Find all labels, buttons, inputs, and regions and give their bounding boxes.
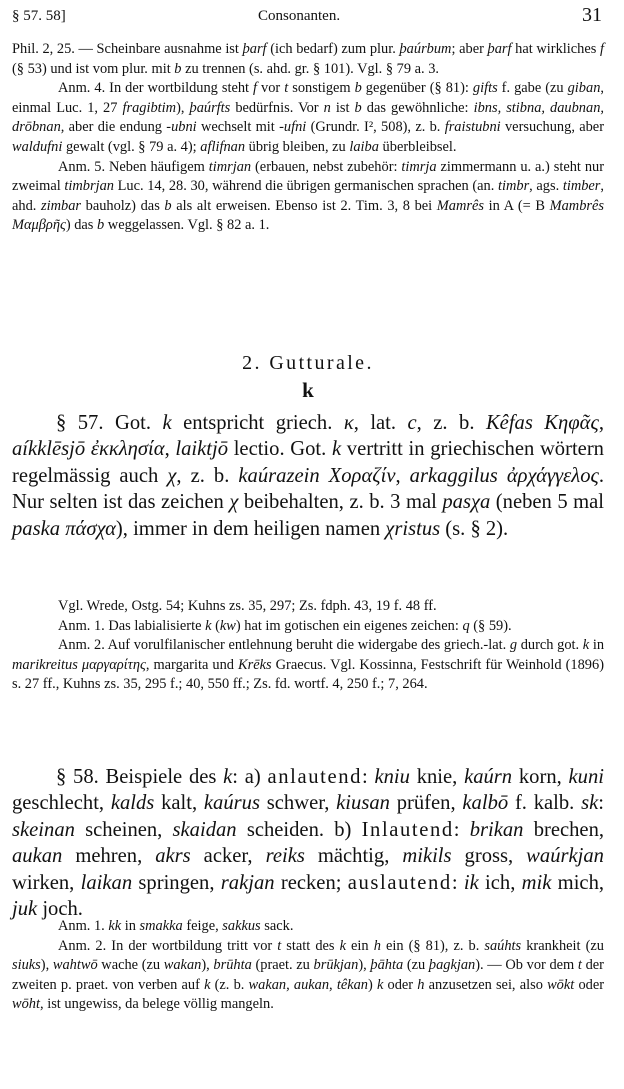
text-run: : bbox=[361, 766, 375, 788]
text-run: Anm. 5. Neben häufigem bbox=[58, 158, 209, 175]
text-run: ) das bbox=[65, 217, 97, 234]
paragraph-58-text bbox=[12, 764, 604, 922]
text-run: recken; bbox=[274, 871, 348, 894]
section-letter: k bbox=[302, 378, 314, 402]
text-run: : a) bbox=[232, 766, 268, 788]
text-run: , ist ungewiss, da belege völlig mangeln. bbox=[40, 996, 274, 1013]
spaced-term: anlautend bbox=[267, 766, 362, 788]
text-run: ich, bbox=[478, 871, 522, 894]
anmerkung-5 bbox=[12, 158, 604, 236]
text-run: , z. b. bbox=[416, 412, 486, 434]
italic-term: laiktjō bbox=[175, 438, 229, 461]
text-run: (§ 53) und ist vom plur. mit bbox=[12, 60, 175, 77]
italic-term: skaidan bbox=[172, 818, 237, 841]
italic-term: k bbox=[205, 617, 212, 634]
text-run: entspricht griech. bbox=[171, 412, 344, 434]
italic-term: Krēks bbox=[238, 656, 272, 673]
text-run: Anm. 2. In der wortbildung tritt vor bbox=[58, 937, 278, 954]
text-run: : bbox=[598, 792, 604, 815]
text-run: (praet. zu bbox=[251, 957, 314, 974]
text-run: versuchung, aber bbox=[500, 119, 604, 136]
text-run: in bbox=[589, 637, 605, 654]
italic-term: h bbox=[373, 937, 381, 954]
text-run: wechselt mit bbox=[196, 119, 280, 136]
italic-term: skeinan bbox=[12, 818, 75, 841]
text-run: (s. § 2). bbox=[440, 517, 509, 540]
italic-term: paska πάσχα bbox=[12, 517, 116, 540]
italic-term: waúrkjan bbox=[526, 845, 604, 868]
text-run: , lat. bbox=[353, 412, 408, 434]
text-run: statt des bbox=[281, 937, 340, 954]
text-run: wache (zu bbox=[97, 957, 164, 974]
text-run: Graecus. Vgl. Kossinna, Festschrift für Weinhold (1896) s. 27 ff., Kuhns zs. 35, 295 f.; 40, 550 ff.; Zs. fd. wortf. 4, 250 f.; 7, 264. bbox=[12, 656, 604, 693]
page-number: 31 bbox=[582, 4, 602, 26]
text-run: vor bbox=[257, 80, 285, 97]
text-run: (ich bedarf) zum plur. bbox=[266, 41, 400, 57]
italic-term: ik bbox=[463, 871, 479, 894]
section-heading: 2. Gutturale. bbox=[242, 352, 374, 374]
italic-term: kniu bbox=[374, 766, 410, 788]
italic-term: χ bbox=[229, 491, 239, 514]
text-run: , margarita und bbox=[145, 656, 239, 673]
text-run: Phil. 2, 25. — Scheinbare ausnahme ist bbox=[12, 41, 243, 57]
text-run: zu trennen (s. ahd. gr. § 101). Vgl. § 79 a. 3. bbox=[181, 60, 440, 77]
italic-term: b bbox=[164, 197, 172, 214]
italic-term: t bbox=[577, 957, 582, 974]
italic-term: fraistubni bbox=[444, 119, 501, 136]
italic-term: kaúrn bbox=[464, 766, 513, 788]
italic-term: þāhta bbox=[370, 957, 404, 974]
text-run: sack. bbox=[260, 918, 294, 934]
italic-term: siuks bbox=[12, 957, 41, 974]
italic-term: þagkjan bbox=[428, 957, 476, 974]
italic-term: χristus bbox=[385, 517, 441, 540]
text-run: weggelassen. Vgl. § 82 a. 1. bbox=[104, 217, 270, 234]
italic-term: þarf bbox=[242, 41, 267, 57]
text-run: oder bbox=[574, 976, 605, 993]
text-run: anzusetzen sei, also bbox=[424, 976, 548, 993]
text-run: (§ 59). bbox=[469, 617, 512, 634]
italic-term: fragibtim bbox=[122, 99, 177, 116]
italic-term: waldufni bbox=[12, 138, 63, 155]
text-run: , ags. bbox=[529, 178, 563, 195]
italic-term: timbr bbox=[497, 178, 530, 195]
italic-term: n bbox=[323, 99, 331, 116]
paragraph-57-anmerkung-2 bbox=[12, 636, 604, 695]
running-header bbox=[12, 4, 602, 32]
text-run: , ahd. bbox=[12, 178, 605, 214]
italic-term: timber bbox=[562, 178, 601, 195]
spaced-term: Inlautend bbox=[361, 818, 454, 841]
italic-term: h bbox=[417, 976, 425, 993]
italic-term: sakkus bbox=[222, 918, 261, 934]
italic-term: b bbox=[354, 99, 362, 116]
text-run: ein bbox=[345, 937, 374, 954]
italic-term: t bbox=[277, 937, 282, 954]
text-run: kalt, bbox=[154, 792, 204, 815]
italic-term: þaúrbum bbox=[399, 41, 452, 57]
italic-term: reiks bbox=[265, 845, 305, 868]
text-run: durch got. bbox=[517, 637, 583, 654]
text-run: § 57. Got. bbox=[56, 412, 163, 434]
text-run: ), immer in dem heiligen namen bbox=[115, 517, 386, 540]
italic-term: þaúrfts bbox=[189, 99, 231, 116]
italic-term: aíkklēsjō ἐκκλησία bbox=[12, 438, 165, 461]
italic-term: arkaggilus ἀρχάγγελος bbox=[409, 464, 599, 487]
text-run: wirken, bbox=[12, 871, 81, 894]
text-run: ist bbox=[330, 99, 355, 116]
italic-term: -ubni bbox=[166, 119, 197, 136]
paragraph-57-anmerkung-1 bbox=[12, 617, 604, 637]
italic-term: kiusan bbox=[336, 792, 390, 815]
text-run: Vgl. Wrede, Ostg. 54; Kuhns zs. 35, 297; Zs. fdph. 43, 19 f. 48 ff. bbox=[58, 598, 437, 614]
text-run: bauholz) das bbox=[81, 197, 165, 214]
text-run: (neben 5 mal bbox=[490, 491, 605, 514]
italic-term: kk bbox=[108, 918, 122, 934]
italic-term: juk bbox=[12, 898, 38, 921]
italic-term: brikan bbox=[469, 818, 524, 841]
italic-term: q bbox=[462, 617, 470, 634]
italic-term: χ bbox=[167, 464, 177, 487]
italic-term: k bbox=[376, 976, 384, 993]
text-run: in A (= B bbox=[483, 197, 550, 214]
paragraph-57-text bbox=[12, 410, 604, 542]
italic-term: wōht bbox=[12, 996, 40, 1013]
italic-term: aflifnan bbox=[200, 138, 246, 155]
text-run: als alt erweisen. Ebenso ist 2. Tim. 3, 8 bei bbox=[171, 197, 437, 214]
text-run: gewalt (vgl. § 79 a. 4); bbox=[62, 138, 201, 155]
italic-term: b bbox=[97, 217, 105, 234]
italic-term: þarf bbox=[487, 41, 512, 57]
text-run: § 58. Beispiele des bbox=[56, 766, 224, 788]
text-run: ; aber bbox=[451, 41, 488, 57]
text-run: ) bbox=[368, 976, 377, 993]
text-run: Anm. 1. Das labialisierte bbox=[58, 617, 206, 634]
text-run: scheiden. b) bbox=[236, 818, 362, 841]
paragraph-57 bbox=[12, 410, 604, 542]
text-run: gross, bbox=[451, 845, 527, 868]
text-run: acker, bbox=[190, 845, 266, 868]
italic-term: marikreitus μαργαρίτης bbox=[12, 656, 146, 673]
header-section-range: § 57. 58] bbox=[12, 8, 66, 24]
italic-term: wakan, aukan, têkan bbox=[248, 976, 368, 993]
text-run: geschlecht, bbox=[12, 792, 111, 815]
italic-term: rakjan bbox=[220, 871, 275, 894]
italic-term: k bbox=[582, 637, 590, 654]
anmerkung-4 bbox=[12, 79, 604, 157]
text-run: Anm. 4. In der wortbildung steht bbox=[58, 80, 254, 97]
text-run: Anm. 1. bbox=[58, 918, 109, 934]
text-run: joch. bbox=[37, 898, 83, 921]
text-run: , einmal Luc. 1, 27 bbox=[12, 80, 604, 116]
text-run: oder bbox=[383, 976, 418, 993]
text-run: (Grundr. I², 508), z. b. bbox=[306, 119, 445, 136]
italic-term: k bbox=[339, 937, 346, 954]
text-run: (erbauen, nebst zubehör: bbox=[251, 158, 402, 175]
text-run: sonstigem bbox=[288, 80, 355, 97]
text-run: brechen, bbox=[523, 818, 605, 841]
text-run: bedürfnis. Vor bbox=[230, 99, 324, 116]
italic-term: b bbox=[174, 60, 182, 77]
text-run: Anm. 2. Auf vorulfilanischer entlehnung beruht die widergabe des griech.-lat. bbox=[58, 637, 510, 654]
italic-term: laiba bbox=[349, 138, 379, 155]
italic-term: smakka bbox=[139, 918, 183, 934]
text-run: korn, bbox=[512, 766, 569, 788]
text-run: das gewöhnliche: bbox=[361, 99, 474, 116]
text-run: scheinen, bbox=[74, 818, 173, 841]
italic-term: f bbox=[253, 80, 258, 97]
text-run: Luc. 14, 28. 30, während die übrigen germanischen sprachen (an. bbox=[113, 178, 498, 195]
text-run: f. gabe (zu bbox=[497, 80, 568, 97]
italic-term: Mamrês bbox=[436, 197, 484, 214]
italic-term: timrjan bbox=[208, 158, 252, 175]
italic-term: ibns, stibna, daubnan, drōbnan, bbox=[12, 99, 604, 136]
text-run: ( bbox=[211, 617, 220, 634]
italic-term: mikils bbox=[402, 845, 452, 868]
text-run: schwer, bbox=[259, 792, 337, 815]
italic-term: giban bbox=[567, 80, 601, 97]
continued-note-block bbox=[12, 40, 604, 236]
text-run: zimmermann u. a.) steht nur zweimal bbox=[12, 158, 604, 195]
italic-term: kuni bbox=[568, 766, 604, 788]
text-run: , z. b. bbox=[176, 464, 239, 487]
text-run: der zweiten p. praet. von verben auf bbox=[12, 957, 604, 993]
italic-term: sk bbox=[581, 792, 599, 815]
italic-term: k bbox=[162, 412, 172, 434]
text-run: ) hat im gotischen ein eigenes zeichen: bbox=[235, 617, 463, 634]
text-run: ein (§ 81), z. b. bbox=[380, 937, 485, 954]
paragraph-phil-note bbox=[12, 40, 604, 79]
text-run: ), bbox=[358, 957, 371, 974]
italic-term: brūkjan bbox=[313, 957, 359, 974]
text-run: ). — Ob vor dem bbox=[475, 957, 578, 974]
spaced-term: auslautend bbox=[347, 871, 452, 894]
paragraph-57-references bbox=[12, 597, 604, 617]
italic-term: brūhta bbox=[213, 957, 252, 974]
text-run: , bbox=[164, 438, 176, 461]
italic-term: b bbox=[354, 80, 362, 97]
text-run: lectio. Got. bbox=[228, 438, 332, 461]
text-run: : bbox=[453, 818, 470, 841]
italic-term: g bbox=[509, 637, 518, 654]
italic-term: akrs bbox=[155, 845, 191, 868]
text-run: überbleibsel. bbox=[378, 138, 457, 155]
paragraph-58-anmerkung-2 bbox=[12, 937, 604, 1015]
text-run: mehren, bbox=[62, 845, 156, 868]
italic-term: wakan bbox=[163, 957, 202, 974]
italic-term: kalds bbox=[110, 792, 155, 815]
italic-term: zimbar bbox=[41, 197, 81, 214]
italic-term: timbrjan bbox=[64, 178, 114, 195]
text-run: mächtig, bbox=[304, 845, 403, 868]
text-run: (z. b. bbox=[210, 976, 249, 993]
text-run: f. kalb. bbox=[508, 792, 582, 815]
text-run: in bbox=[121, 918, 140, 934]
italic-term: mik bbox=[521, 871, 552, 894]
italic-term: Mambrês Μαμβρῆς bbox=[12, 197, 604, 234]
italic-term: k bbox=[204, 976, 211, 993]
header-title: Consonanten. bbox=[258, 8, 341, 24]
italic-term: k bbox=[331, 438, 342, 461]
italic-term: c bbox=[407, 412, 417, 434]
italic-term: kw bbox=[219, 617, 236, 634]
italic-term: Kêfas Κηφᾶς bbox=[485, 412, 599, 434]
paragraph-57-notes bbox=[12, 597, 604, 695]
text-run: , bbox=[395, 464, 410, 487]
text-run: mich, bbox=[551, 871, 605, 894]
text-run: feige, bbox=[182, 918, 223, 934]
text-run: übrig bleiben, zu bbox=[245, 138, 350, 155]
text-run: prüfen, bbox=[389, 792, 463, 815]
italic-term: saúhts bbox=[484, 937, 522, 954]
text-run: aber die endung bbox=[64, 119, 167, 136]
text-run: ), bbox=[40, 957, 53, 974]
text-run: ), bbox=[201, 957, 214, 974]
italic-term: kalbō bbox=[462, 792, 509, 815]
italic-term: kaúrazein Χοραζίν bbox=[238, 464, 396, 487]
text-run: : bbox=[451, 871, 464, 894]
italic-term: timrja bbox=[401, 158, 437, 175]
italic-term: wōkt bbox=[547, 976, 575, 993]
text-run: hat wirkliches bbox=[511, 41, 600, 57]
text-run: springen, bbox=[132, 871, 221, 894]
italic-term: f bbox=[600, 41, 604, 57]
italic-term: wahtwō bbox=[52, 957, 98, 974]
text-run: . Nur selten ist das zeichen bbox=[12, 464, 605, 514]
italic-term: laikan bbox=[80, 871, 133, 894]
text-run: knie, bbox=[409, 766, 465, 788]
italic-term: κ bbox=[343, 412, 354, 434]
text-run: vertritt in griechischen wörtern regelmässig auch bbox=[12, 438, 604, 487]
italic-term: -ufni bbox=[279, 119, 307, 136]
text-run: ), bbox=[176, 99, 190, 116]
italic-term: kaúrus bbox=[203, 792, 260, 815]
italic-term: pasχa bbox=[442, 491, 491, 514]
italic-term: aukan bbox=[12, 845, 63, 868]
italic-term: t bbox=[284, 80, 289, 97]
paragraph-58-anmerkung-1 bbox=[12, 917, 604, 937]
paragraph-58-notes bbox=[12, 917, 604, 1015]
text-run: beibehalten, z. b. 3 mal bbox=[238, 491, 443, 514]
text-run: (zu bbox=[403, 957, 429, 974]
text-run: gegenüber (§ 81): bbox=[361, 80, 473, 97]
text-run: krankheit (zu bbox=[521, 937, 604, 954]
paragraph-58 bbox=[12, 764, 604, 922]
italic-term: gifts bbox=[472, 80, 498, 97]
italic-term: k bbox=[223, 766, 233, 788]
text-run: , bbox=[598, 412, 604, 434]
